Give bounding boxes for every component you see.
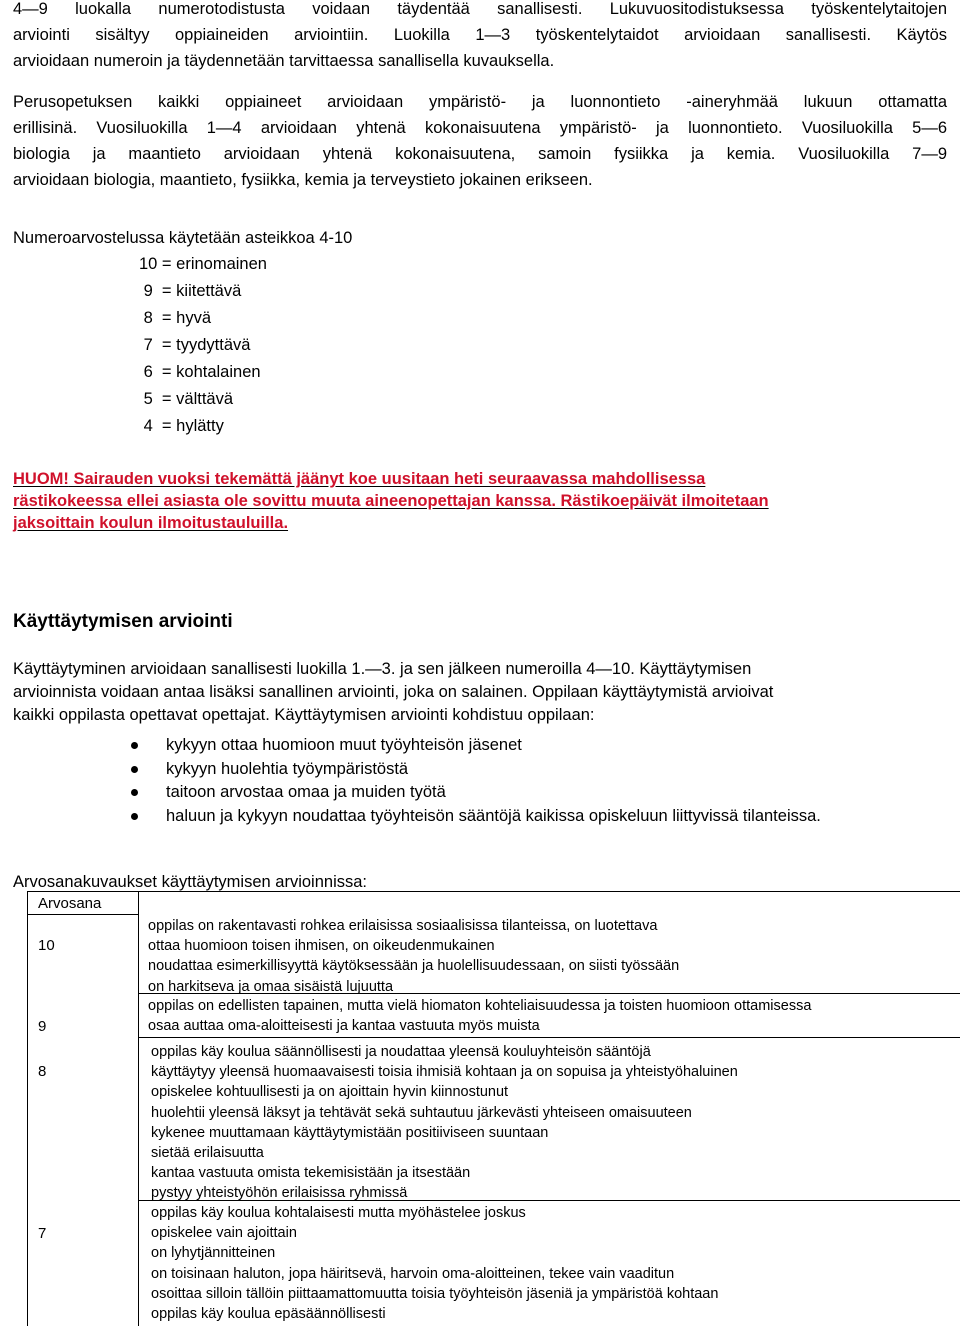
- description-line: huolehtii yleensä läksyt ja tehtävät sekä suhtautuu järkevästi yhteiseen omaisuuteen: [151, 1104, 692, 1121]
- description-line: sietää erilaisuutta: [151, 1145, 264, 1162]
- intro-line: 4—9 luokalla numerotodistusta voidaan täydentää sanallisesti. Lukuvuositodistuksessa työskentelytaitojen: [13, 0, 947, 18]
- grade-cell: 7: [38, 1225, 47, 1242]
- description-line: oppilas on rakentavasti rohkea erilaisissa sosiaalisissa tilanteissa, on luotettava: [148, 918, 658, 934]
- grade-description: [151, 1203, 718, 1324]
- notice-line: Sairauden vuoksi tekemättä jäänyt koe uusitaan heti seuraavassa mahdollisessa: [68, 470, 706, 488]
- bullet-icon: [131, 742, 138, 749]
- row-divider: [139, 1037, 960, 1038]
- description-line: kantaa vastuuta omista tekemisistään ja itsestään: [151, 1165, 471, 1182]
- notice-label: HUOM!: [13, 470, 69, 488]
- resit-notice: [13, 468, 953, 534]
- table-header-grade: Arvosana: [38, 895, 102, 912]
- scale-item: 7 = tyydyttävä: [139, 336, 251, 354]
- list-item: [0, 781, 950, 805]
- column-divider: [138, 892, 139, 1326]
- list-item: [0, 734, 950, 758]
- description-line: on lyhytjännitteinen: [151, 1245, 276, 1262]
- description-line: oppilas on edellisten tapainen, mutta vielä hiomaton kohteliaisuudessa ja toisten huomioon ottamisessa: [148, 998, 812, 1014]
- grade-description: [148, 996, 811, 1036]
- grade-description: [148, 916, 679, 997]
- criterion-text: kykyyn huolehtia työympäristöstä: [166, 759, 409, 778]
- scale-item: 4 = hylätty: [139, 417, 224, 435]
- description-line: opiskelee kohtuullisesti ja on ajoittain hyvin kiinnostunut: [151, 1084, 509, 1101]
- bullet-icon: [131, 789, 138, 796]
- scale-item: 6 = kohtalainen: [139, 363, 261, 381]
- subjects-line: Perusopetuksen kaikki oppiaineet arvioidaan ympäristö- ja luonnontieto -aineryhmää lukuun ottamatta: [13, 93, 947, 111]
- grading-scale-title: Numeroarvostelussa käytetään asteikkoa 4-10: [13, 229, 353, 247]
- scale-item: 8 = hyvä: [139, 309, 212, 327]
- row-divider: [28, 914, 139, 915]
- criterion-text: taitoon arvostaa omaa ja muiden työtä: [166, 783, 446, 801]
- description-line: oppilas käy koulua epäsäännöllisesti: [151, 1306, 386, 1323]
- criterion-text: haluun ja kykyyn noudattaa työyhteisön sääntöjä kaikissa opiskeluun liittyvissä tilanteissa.: [166, 806, 821, 825]
- description-line: käyttäytyy yleensä huomaavaisesti toisia ihmisiä kohtaan ja on sopuisa ja yhteistyöhaluinen: [151, 1064, 738, 1081]
- scale-item: 9 = kiitettävä: [139, 282, 242, 300]
- description-line: oppilas käy koulua kohtalaisesti mutta myöhästelee joskus: [151, 1205, 526, 1221]
- description-line: osoittaa silloin tällöin piittaamattomuutta toisia työyhteisön jäseniä ja ympäristöä kohtaan: [151, 1285, 719, 1302]
- description-line: noudattaa esimerkillisyyttä käytöksessään ja huolellisuudessaan, on siisti työssään: [148, 958, 680, 975]
- subjects-paragraph: [13, 89, 947, 193]
- grade-cell: 9: [38, 1018, 47, 1035]
- description-line: ottaa huomioon toisen ihmisen, on oikeudenmukainen: [148, 938, 495, 955]
- bullet-icon: [131, 766, 138, 773]
- description-line: oppilas käy koulua säännöllisesti ja noudattaa yleensä kouluyhteisön sääntöjä: [151, 1044, 651, 1060]
- grade-cell: 10: [38, 937, 55, 954]
- scale-item: 10 = erinomainen: [139, 255, 267, 273]
- bullet-icon: [131, 813, 138, 820]
- list-item: [0, 805, 950, 829]
- scale-item: 5 = välttävä: [139, 390, 234, 408]
- grade-description-table: [27, 891, 960, 1326]
- intro-paragraph: [13, 0, 947, 74]
- intro-line: arvioidaan numeroin ja täydennetään tarvittaessa sanallisella kuvauksella.: [13, 52, 555, 70]
- behaviour-line: Käyttäytyminen arvioidaan sanallisesti luokilla 1.—3. ja sen jälkeen numeroilla 4—10. Käyttäytymisen: [13, 660, 752, 678]
- subjects-line: erillisinä. Vuosiluokilla 1—4 arvioidaan yhtenä kokonaisuutena ympäristö- ja luonnontieto. Vuosiluokilla 5—6: [13, 119, 947, 137]
- description-line: pystyy yhteistyöhön erilaisissa ryhmissä: [151, 1185, 408, 1202]
- notice-line: rästikokeessa ellei asiasta ole sovittu muuta aineenopettajan kanssa. Rästikoepäivät ilmoitetaan: [13, 492, 769, 510]
- behaviour-criteria-list: [0, 734, 950, 828]
- table-caption: Arvosanakuvaukset käyttäytymisen arvioinnissa:: [13, 873, 367, 891]
- description-line: on harkitseva ja omaa sisäistä lujuutta: [148, 978, 394, 995]
- description-line: on toisinaan haluton, jopa häiritsevä, harvoin oma-aloitteinen, tekee vain vaaditun: [151, 1265, 675, 1282]
- behaviour-line: kaikki oppilasta opettavat opettajat. Käyttäytymisen arviointi kohdistuu oppilaan:: [13, 706, 595, 724]
- behaviour-line: arvioinnista voidaan antaa lisäksi sanallinen arviointi, joka on salainen. Oppilaan käyttäytymistä arvioivat: [13, 683, 774, 701]
- notice-line: jaksoittain koulun ilmoitustauluilla.: [13, 514, 289, 532]
- list-item: [0, 758, 950, 782]
- criterion-text: kykyyn ottaa huomioon muut työyhteisön jäsenet: [166, 736, 522, 754]
- subjects-line: biologia ja maantieto arvioidaan yhtenä kokonaisuutena, samoin fysiikka ja kemia. Vuosiluokilla 7—9: [13, 145, 947, 163]
- grading-scale: [13, 228, 513, 435]
- intro-line: arviointi sisältyy oppiaineiden arviointiin. Luokilla 1—3 työskentelytaidot arvioidaan sanallisesti. Käytös: [13, 26, 947, 44]
- subjects-line: arvioidaan biologia, maantieto, fysiikka, kemia ja terveystieto jokainen erikseen.: [13, 171, 593, 189]
- description-line: opiskelee vain ajoittain: [151, 1225, 297, 1242]
- description-line: osaa auttaa oma-aloitteisesti ja kantaa vastuuta myös muista: [148, 1018, 540, 1035]
- behaviour-paragraph: [13, 658, 953, 727]
- section-heading: Käyttäytymisen arviointi: [13, 611, 233, 632]
- grade-cell: 8: [38, 1063, 47, 1080]
- grade-description: [151, 1042, 738, 1204]
- description-line: kykenee muuttamaan käyttäytymistään positiiviseen suuntaan: [151, 1124, 549, 1141]
